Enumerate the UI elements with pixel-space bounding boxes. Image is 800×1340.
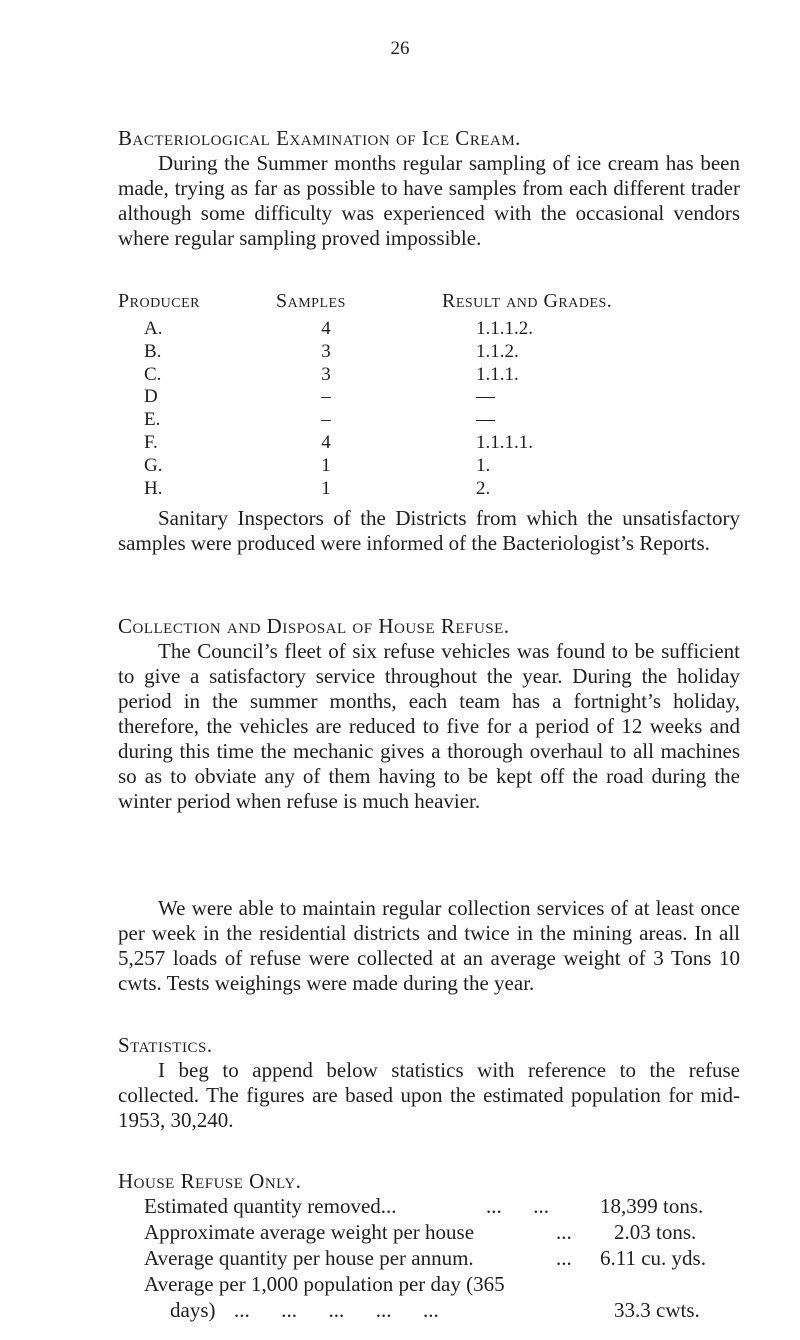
result-cell: 2. [476, 477, 491, 499]
stat-value: 18,399 tons. [600, 1194, 704, 1218]
producer-cell: E. [144, 409, 161, 431]
result-cell: 1.1.1.2. [476, 318, 533, 339]
header-samples: Samples [276, 290, 346, 312]
samples-cell: – [321, 409, 331, 431]
producer-cell: A. [144, 318, 163, 339]
refuse-paragraph-fleet: The Council’s fleet of six refuse vehicles was found to be sufficient to give a satisfactory service throughout the year. During the holiday period in the summer months, each team has a fortnight’s holiday, therefore, the vehicles are reduced to five for a period of 12 weeks and during this time the mechanic gives a thorough overhaul to all machines so as to obviate any of them having to be kept off the road during the winter period when refuse is much heavier. [118, 639, 740, 813]
producer-cell: D [144, 386, 158, 408]
result-cell: 1.1.1.1. [476, 431, 533, 453]
stat-value: 2.03 tons. [614, 1220, 697, 1244]
stat-row [0, 1272, 800, 1298]
result-cell: 1.1.2. [476, 340, 519, 362]
producer-cell: H. [144, 477, 163, 499]
table-row [0, 386, 800, 409]
stat-label: Average per 1,000 population per day (365 [144, 1272, 505, 1296]
producer-cell: G. [144, 454, 163, 476]
house-refuse-stats [0, 1194, 800, 1324]
stat-row [0, 1298, 800, 1324]
stat-row [0, 1194, 800, 1220]
refuse-paragraph-collection: We were able to maintain regular collection services of at least once per week in the residential districts and twice in the mining areas. In all 5,257 loads of refuse were collected at an average weight of 3 Tons 10 cwts. Tests weighings were made during the year. [118, 896, 740, 995]
producer-cell: B. [144, 340, 162, 362]
samples-cell: 1 [321, 454, 331, 476]
table-row [0, 432, 800, 455]
page-number: 26 [390, 38, 410, 59]
samples-cell: 3 [321, 340, 331, 362]
stat-value: 6.11 cu. yds. [600, 1246, 706, 1270]
samples-cell: 1 [321, 477, 331, 499]
table-row [0, 409, 800, 432]
results-table [0, 318, 800, 500]
stat-row [0, 1246, 800, 1272]
table-row [0, 341, 800, 364]
stat-leader-dots: ... ... [486, 1194, 549, 1218]
samples-cell: – [321, 386, 331, 408]
stat-value: 33.3 cwts. [614, 1298, 700, 1322]
refuse-heading: Collection and Disposal of House Refuse. [118, 614, 510, 638]
stat-leader-dots: ... ... ... ... ... [234, 1298, 439, 1322]
header-producer: Producer [118, 290, 201, 312]
samples-cell: 4 [321, 431, 331, 453]
house-refuse-heading: House Refuse Only. [118, 1169, 302, 1193]
stat-label: Estimated quantity removed... [144, 1194, 397, 1218]
stat-label: days) [170, 1298, 216, 1322]
stat-label: Approximate average weight per house [144, 1220, 475, 1244]
ice-cream-paragraph: During the Summer months regular sampling of ice cream has been made, trying as far as possible to have samples from each different trader although some difficulty was experienced with the occasional vendors where regular sampling proved impossible. [118, 151, 740, 250]
stat-leader-dots: ... [556, 1246, 572, 1270]
producer-cell: C. [144, 363, 162, 385]
statistics-paragraph: I beg to append below statistics with reference to the refuse collected. The figures are based upon the estimated population for mid-1953, 30,240. [118, 1058, 740, 1132]
stat-leader-dots: ... [556, 1220, 572, 1244]
stat-label: Average quantity per house per annum. [144, 1246, 474, 1270]
table-row [0, 364, 800, 387]
ice-cream-heading: Bacteriological Examination of Ice Cream. [118, 126, 521, 150]
result-cell: — [476, 409, 495, 431]
samples-cell: 3 [321, 363, 331, 385]
sanitary-note-paragraph: Sanitary Inspectors of the Districts from which the unsatisfactory samples were produced were informed of the Bacteriologist’s Reports. [118, 506, 740, 555]
producer-cell: F. [144, 431, 158, 453]
stat-row [0, 1220, 800, 1246]
result-cell: 1. [476, 454, 491, 476]
result-cell: 1.1.1. [476, 363, 519, 385]
samples-cell: 4 [321, 318, 331, 339]
header-result-grades: Result and Grades. [442, 290, 613, 312]
statistics-heading: Statistics. [118, 1033, 213, 1057]
table-row [0, 478, 800, 501]
table-row [0, 318, 800, 341]
table-row [0, 455, 800, 478]
result-cell: — [476, 386, 495, 408]
